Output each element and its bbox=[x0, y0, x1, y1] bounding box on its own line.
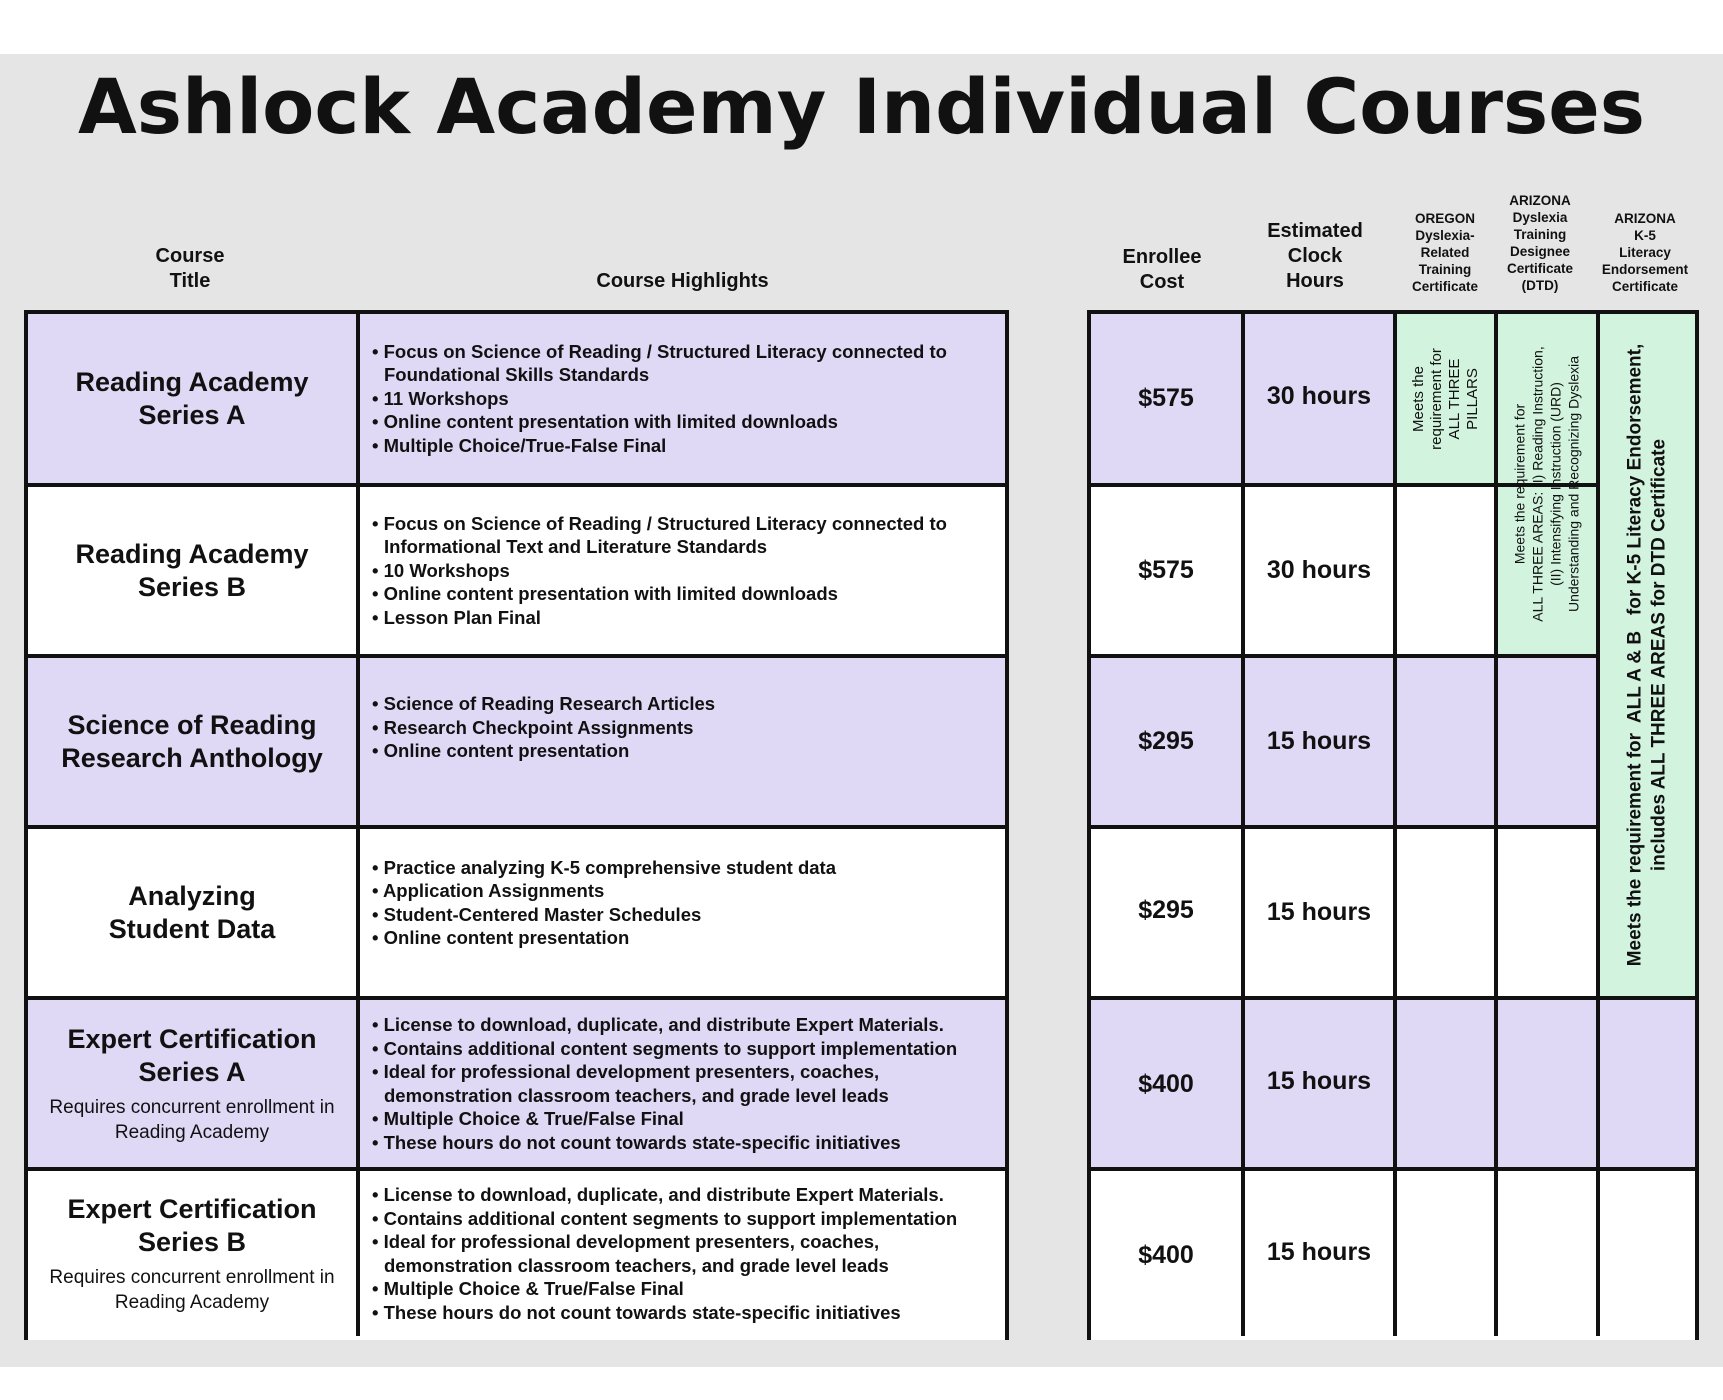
clock-hours: 15 hours bbox=[1266, 1238, 1372, 1266]
highlight-item: • Online content presentation with limited downloads bbox=[372, 582, 997, 606]
course-highlights-cell bbox=[372, 1000, 1002, 1167]
course-title-line: Series A bbox=[138, 399, 246, 430]
highlight-item: • Online content presentation bbox=[372, 739, 997, 763]
clock-hours: 30 hours bbox=[1266, 382, 1372, 410]
header-line: Designee bbox=[1509, 244, 1571, 259]
header-line: Course Highlights bbox=[596, 270, 769, 292]
course-highlights-cell bbox=[372, 314, 997, 483]
course-title-line: Expert Certification bbox=[67, 1023, 317, 1054]
header-line: Estimated bbox=[1267, 220, 1363, 242]
highlight-item: • Student-Centered Master Schedules bbox=[372, 903, 997, 927]
highlight-item: • 11 Workshops bbox=[372, 387, 997, 411]
header-course-title bbox=[110, 244, 270, 294]
highlight-item: • Application Assignments bbox=[372, 879, 997, 903]
header-line: (DTD) bbox=[1521, 278, 1559, 293]
course-table bbox=[24, 310, 1009, 1340]
header-line: ARIZONA bbox=[1614, 211, 1676, 226]
highlight-item: • Research Checkpoint Assignments bbox=[372, 716, 997, 740]
header-line: Cost bbox=[1139, 271, 1185, 293]
header-line: Hours bbox=[1286, 270, 1344, 292]
header-line: Enrollee bbox=[1122, 246, 1202, 268]
header-line: Endorsement bbox=[1601, 262, 1689, 277]
highlight-item: • Multiple Choice/True-False Final bbox=[372, 434, 997, 458]
header-line: Title bbox=[169, 270, 211, 292]
certificate-table bbox=[1087, 310, 1699, 1340]
arizona-k5-requirement-text bbox=[1600, 314, 1695, 996]
requirement-line: Meets the requirement for bbox=[1512, 403, 1528, 565]
course-title-cell bbox=[28, 658, 356, 825]
course-title-cell bbox=[28, 487, 356, 654]
header-line: Training bbox=[1418, 262, 1472, 277]
requirement-line: PILLARS bbox=[1463, 367, 1481, 430]
header-line: Clock bbox=[1287, 245, 1343, 267]
course-highlights-cell bbox=[372, 1171, 1002, 1336]
clock-hours: 15 hours bbox=[1266, 898, 1372, 926]
arizona-dtd-requirement-text bbox=[1498, 314, 1596, 654]
requirement-line: Meets the requirement for ALL A & B for K-5 Literacy Endorsement, bbox=[1624, 343, 1646, 967]
highlight-item: • Focus on Science of Reading / Structured Literacy connected to Foundational Skills Standards bbox=[372, 340, 997, 387]
header-arizona-k5 bbox=[1590, 210, 1700, 295]
course-title-line: Series B bbox=[137, 571, 247, 602]
highlight-item: • Focus on Science of Reading / Structured Literacy connected to Informational Text and Literature Standards bbox=[372, 512, 997, 559]
header-line: K-5 bbox=[1634, 228, 1656, 243]
requirement-line: ALL THREE bbox=[1445, 358, 1463, 439]
highlight-item: • Ideal for professional development presenters, coaches, demonstration classroom teachers, and grade level leads bbox=[372, 1060, 1002, 1107]
course-title-line: Research Anthology bbox=[61, 742, 323, 773]
highlight-item: • These hours do not count towards state-specific initiatives bbox=[372, 1131, 1002, 1155]
course-title-line: Reading Academy bbox=[75, 538, 309, 569]
header-course-highlights bbox=[540, 269, 825, 294]
header-clock-hours bbox=[1240, 219, 1390, 294]
requirement-line: Understanding and Recognizing Dyslexia bbox=[1566, 355, 1582, 613]
highlight-item: • Contains additional content segments to support implementation bbox=[372, 1037, 1002, 1061]
header-line: Training bbox=[1513, 227, 1567, 242]
course-title-cell bbox=[28, 1000, 356, 1167]
header-oregon bbox=[1395, 210, 1495, 295]
course-title-cell bbox=[28, 829, 356, 996]
header-line: Certificate bbox=[1506, 261, 1574, 276]
course-title-line: Student Data bbox=[108, 913, 276, 944]
course-title-line: Series A bbox=[138, 1056, 246, 1087]
header-line: Certificate bbox=[1411, 279, 1479, 294]
header-line: Dyslexia bbox=[1512, 210, 1568, 225]
header-line: OREGON bbox=[1414, 211, 1475, 226]
highlight-item: • License to download, duplicate, and distribute Expert Materials. bbox=[372, 1013, 1002, 1037]
enrollee-cost: $295 bbox=[1138, 727, 1194, 755]
enrollee-cost: $575 bbox=[1138, 556, 1194, 584]
clock-hours: 30 hours bbox=[1266, 556, 1372, 584]
course-title-line: Analyzing bbox=[128, 880, 256, 911]
enrollee-cost: $400 bbox=[1138, 1241, 1194, 1269]
highlight-item: • Practice analyzing K-5 comprehensive student data bbox=[372, 856, 997, 880]
course-enrollment-note: Requires concurrent enrollment in Reading Academy bbox=[49, 1096, 335, 1143]
oregon-requirement-text bbox=[1397, 314, 1494, 483]
header-line: ARIZONA bbox=[1509, 193, 1571, 208]
clock-hours: 15 hours bbox=[1266, 727, 1372, 755]
highlight-item: • Multiple Choice & True/False Final bbox=[372, 1107, 1002, 1131]
clock-hours: 15 hours bbox=[1266, 1067, 1372, 1095]
requirement-line: includes ALL THREE AREAS for DTD Certificate bbox=[1648, 438, 1670, 872]
course-highlights-cell bbox=[372, 819, 997, 986]
requirement-line: Meets the bbox=[1409, 365, 1427, 432]
enrollee-cost: $400 bbox=[1138, 1070, 1194, 1098]
header-arizona-dtd bbox=[1490, 192, 1590, 294]
highlight-item: • Online content presentation bbox=[372, 926, 997, 950]
course-title-line: Expert Certification bbox=[67, 1193, 317, 1224]
header-line: Literacy bbox=[1619, 245, 1671, 260]
page-title: Ashlock Academy Individual Courses bbox=[77, 62, 1646, 151]
highlight-item: • These hours do not count towards state-specific initiatives bbox=[372, 1301, 1002, 1325]
course-title-cell bbox=[28, 1171, 356, 1336]
highlight-item: • License to download, duplicate, and distribute Expert Materials. bbox=[372, 1183, 1002, 1207]
header-enrollee-cost bbox=[1087, 245, 1237, 295]
requirement-line: requirement for bbox=[1427, 347, 1445, 450]
requirement-line: (II) Intensifying Instruction (URD) bbox=[1548, 382, 1564, 586]
header-line: Dyslexia- bbox=[1415, 228, 1475, 243]
enrollee-cost: $295 bbox=[1138, 896, 1194, 924]
header-line: Course bbox=[155, 245, 225, 267]
course-highlights-cell bbox=[372, 644, 997, 811]
course-title-line: Science of Reading bbox=[67, 709, 317, 740]
highlight-item: • Science of Reading Research Articles bbox=[372, 692, 997, 716]
requirement-line: ALL THREE AREAS: (I) Reading Instruction, bbox=[1530, 346, 1546, 622]
header-line: Certificate bbox=[1611, 279, 1679, 294]
course-title-line: Reading Academy bbox=[75, 366, 309, 397]
course-title-cell bbox=[28, 314, 356, 483]
course-enrollment-note: Requires concurrent enrollment in Reading Academy bbox=[49, 1266, 335, 1313]
highlight-item: • Contains additional content segments to support implementation bbox=[372, 1207, 1002, 1231]
course-title-line: Series B bbox=[137, 1226, 247, 1257]
highlight-item: • Ideal for professional development presenters, coaches, demonstration classroom teachers, and grade level leads bbox=[372, 1230, 1002, 1277]
course-highlights-cell bbox=[372, 487, 997, 654]
highlight-item: • Lesson Plan Final bbox=[372, 606, 997, 630]
highlight-item: • 10 Workshops bbox=[372, 559, 997, 583]
header-line: Related bbox=[1420, 245, 1470, 260]
enrollee-cost: $575 bbox=[1138, 384, 1194, 412]
highlight-item: • Online content presentation with limited downloads bbox=[372, 410, 997, 434]
highlight-item: • Multiple Choice & True/False Final bbox=[372, 1277, 1002, 1301]
